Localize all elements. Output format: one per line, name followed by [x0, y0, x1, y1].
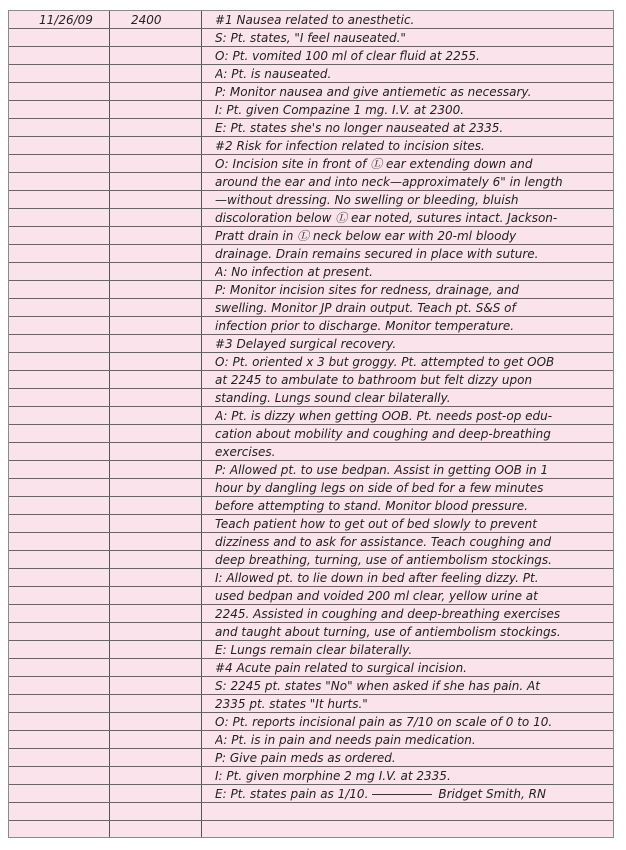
note-line-text: I: Allowed pt. to lie down in bed after feeling dizzy. Pt.	[215, 571, 539, 585]
note-row	[9, 47, 613, 65]
note-line	[215, 247, 603, 261]
note-row	[9, 173, 613, 191]
note-line	[215, 283, 603, 297]
note-line	[215, 751, 603, 765]
note-line-text: O: Pt. reports incisional pain as 7/10 on scale of 0 to 10.	[215, 715, 553, 729]
note-row	[9, 767, 613, 785]
note-row	[9, 263, 613, 281]
note-line-text: and taught about turning, use of antiembolism stockings.	[215, 625, 561, 639]
note-line	[215, 589, 603, 603]
note-line-text: O: Pt. vomited 100 ml of clear fluid at 2255.	[215, 49, 480, 63]
note-line	[215, 175, 603, 189]
note-line	[215, 553, 603, 567]
note-line	[215, 301, 603, 315]
note-row	[9, 317, 613, 335]
note-row	[9, 461, 613, 479]
note-line-text: I: Pt. given Compazine 1 mg. I.V. at 2300.	[215, 103, 465, 117]
note-line-text: A: Pt. is dizzy when getting OOB. Pt. needs post-op edu-	[215, 409, 553, 423]
note-line	[215, 373, 603, 387]
note-row	[9, 119, 613, 137]
note-line-text: P: Monitor nausea and give antiemetic as necessary.	[215, 85, 532, 99]
note-row	[9, 425, 613, 443]
entry-date: 11/26/09	[39, 13, 93, 27]
note-line-text: Pratt drain in Ⓛ neck below ear with 20-ml bloody	[215, 229, 517, 243]
note-row	[9, 587, 613, 605]
note-line-text: 2245. Assisted in coughing and deep-breathing exercises	[215, 607, 561, 621]
note-row	[9, 659, 613, 677]
note-line	[215, 517, 603, 531]
note-line	[215, 49, 603, 63]
note-line	[215, 697, 603, 711]
note-line-text: S: 2245 pt. states "No" when asked if she has pain. At	[215, 679, 540, 693]
note-line	[215, 13, 603, 27]
note-row	[9, 551, 613, 569]
note-line-text: O: Pt. oriented x 3 but groggy. Pt. attempted to get OOB	[215, 355, 555, 369]
note-line-text: A: No infection at present.	[215, 265, 373, 279]
note-row	[9, 155, 613, 173]
note-row	[9, 479, 613, 497]
note-line	[215, 661, 603, 675]
note-line	[215, 67, 603, 81]
note-line	[215, 625, 603, 639]
note-line	[215, 85, 603, 99]
note-line	[215, 31, 603, 45]
note-line-text: A: Pt. is in pain and needs pain medication.	[215, 733, 476, 747]
nursing-notes-sheet	[8, 10, 614, 838]
note-line-text: P: Give pain meds as ordered.	[215, 751, 396, 765]
note-row	[9, 299, 613, 317]
note-line-text: discoloration below Ⓛ ear noted, sutures intact. Jackson-	[215, 211, 558, 225]
note-line-text: deep breathing, turning, use of antiembolism stockings.	[215, 553, 552, 567]
note-line-text: P: Monitor incision sites for redness, drainage, and	[215, 283, 520, 297]
note-row	[9, 137, 613, 155]
note-line-text: #2 Risk for infection related to incision sites.	[215, 139, 485, 153]
note-line	[215, 211, 603, 225]
note-line	[215, 535, 603, 549]
note-row	[9, 65, 613, 83]
note-row	[9, 497, 613, 515]
note-row	[9, 605, 613, 623]
note-row	[9, 785, 613, 803]
note-row	[9, 803, 613, 821]
note-line	[215, 463, 603, 477]
note-line	[215, 193, 603, 207]
note-line-text: dizziness and to ask for assistance. Teach coughing and	[215, 535, 552, 549]
note-row	[9, 731, 613, 749]
note-line	[215, 229, 603, 243]
note-line	[215, 319, 603, 333]
note-line	[215, 679, 603, 693]
note-line-text: E: Lungs remain clear bilaterally.	[215, 643, 413, 657]
note-row	[9, 371, 613, 389]
note-line	[215, 337, 603, 351]
note-row	[9, 281, 613, 299]
nurse-signature: Bridget Smith, RN	[438, 787, 546, 801]
note-line-text: A: Pt. is nauseated.	[215, 67, 332, 81]
note-line-text: E: Pt. states pain as 1/10.	[215, 787, 369, 801]
entry-time: 2400	[131, 13, 162, 27]
note-line-text: #3 Delayed surgical recovery.	[215, 337, 397, 351]
note-line	[215, 409, 603, 423]
note-line	[215, 427, 603, 441]
note-line-text: E: Pt. states she's no longer nauseated at 2335.	[215, 121, 504, 135]
note-line-text: cation about mobility and coughing and deep-breathing	[215, 427, 551, 441]
note-row	[9, 227, 613, 245]
note-row	[9, 533, 613, 551]
note-line-text: hour by dangling legs on side of bed for a few minutes	[215, 481, 544, 495]
note-row	[9, 11, 613, 29]
note-row	[9, 443, 613, 461]
note-line-text: P: Allowed pt. to use bedpan. Assist in getting OOB in 1	[215, 463, 549, 477]
note-line-text: before attempting to stand. Monitor blood pressure.	[215, 499, 528, 513]
note-line-text: Teach patient how to get out of bed slowly to prevent	[215, 517, 537, 531]
note-row	[9, 641, 613, 659]
note-row	[9, 191, 613, 209]
note-line	[215, 157, 603, 171]
note-line-text: #4 Acute pain related to surgical incision.	[215, 661, 467, 675]
note-line	[215, 445, 603, 459]
note-row	[9, 83, 613, 101]
note-line	[215, 733, 603, 747]
note-row	[9, 713, 613, 731]
note-line-text: —without dressing. No swelling or bleeding, bluish	[215, 193, 519, 207]
note-row	[9, 353, 613, 371]
note-row	[9, 569, 613, 587]
note-line-text: exercises.	[215, 445, 276, 459]
note-line	[215, 391, 603, 405]
note-line-text: O: Incision site in front of Ⓛ ear extending down and	[215, 157, 533, 171]
note-line	[215, 787, 603, 801]
note-row	[9, 821, 613, 838]
note-row	[9, 623, 613, 641]
note-row	[9, 389, 613, 407]
note-line-text: S: Pt. states, "I feel nauseated."	[215, 31, 406, 45]
note-line	[215, 121, 603, 135]
note-line	[215, 499, 603, 513]
signature-dash	[372, 794, 432, 795]
note-row	[9, 749, 613, 767]
note-row	[9, 245, 613, 263]
note-line	[215, 769, 603, 783]
note-line-text: infection prior to discharge. Monitor temperature.	[215, 319, 515, 333]
note-row	[9, 407, 613, 425]
note-line-text: used bedpan and voided 200 ml clear, yellow urine at	[215, 589, 538, 603]
note-line	[215, 103, 603, 117]
note-row	[9, 29, 613, 47]
note-row	[9, 677, 613, 695]
note-row	[9, 515, 613, 533]
note-line	[215, 715, 603, 729]
note-row	[9, 101, 613, 119]
note-line-text: 2335 pt. states "It hurts."	[215, 697, 368, 711]
note-line-text: I: Pt. given morphine 2 mg I.V. at 2335.	[215, 769, 451, 783]
note-line	[215, 481, 603, 495]
note-line	[215, 607, 603, 621]
note-row	[9, 335, 613, 353]
note-line-text: drainage. Drain remains secured in place with suture.	[215, 247, 539, 261]
note-line-text: around the ear and into neck—approximately 6" in length	[215, 175, 563, 189]
note-line-text: standing. Lungs sound clear bilaterally.	[215, 391, 451, 405]
note-line-text: swelling. Monitor JP drain output. Teach pt. S&S of	[215, 301, 516, 315]
note-row	[9, 209, 613, 227]
note-line	[215, 265, 603, 279]
note-line	[215, 571, 603, 585]
note-line-text: #1 Nausea related to anesthetic.	[215, 13, 415, 27]
note-row	[9, 695, 613, 713]
note-line	[215, 139, 603, 153]
note-line-text: at 2245 to ambulate to bathroom but felt dizzy upon	[215, 373, 533, 387]
note-line	[215, 643, 603, 657]
note-line	[215, 355, 603, 369]
